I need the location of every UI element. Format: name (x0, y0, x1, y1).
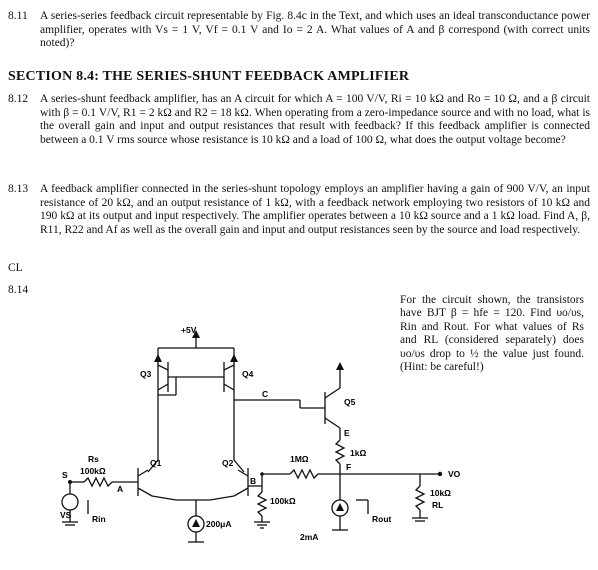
rl-name-label: RL (432, 500, 444, 510)
q5-label: Q5 (344, 397, 356, 407)
node-f-label: F (346, 462, 352, 472)
rb-value-label: 100kΩ (270, 496, 296, 506)
problem-number: 8.13 (8, 183, 29, 195)
q4-label: Q4 (242, 369, 254, 379)
i-out-label: 2mA (300, 532, 319, 542)
problem-text: A series-shunt feedback amplifier, has an A circuit for which A = 100 V/V, Ri = 10 kΩ and Ro = 10 Ω, and a β circuit with β = 0.1 V/V, R1 = 2 kΩ and R2 = 18 kΩ. When operating from a zero-impedance source and with no load, what is the overall gain and input and output resistances that result with feedback? If this feedback amplifier is connected between a 0.1 V rms source whose resistance is 10 kΩ and a load of 100 Ω, what does the output voltage become? (40, 93, 590, 146)
q2-label: Q2 (222, 458, 234, 468)
rin-label: Rin (92, 514, 106, 524)
node-s-label: S (62, 470, 68, 480)
problem-number: 8.11 (8, 10, 28, 22)
problem-text: A series-series feedback circuit representable by Fig. 8.4c in the Text, and which uses an ideal transconductance power amplifier, operates with Vs = 1 V, Vf = 0.1 V and Io = 2 A. What values of A and β correspond (with correct units noted)? (40, 10, 590, 50)
cl-tag: CL (8, 262, 23, 274)
vo-label: VO (448, 469, 461, 479)
problem-number: 8.14 (8, 284, 29, 296)
q3-label: Q3 (140, 369, 152, 379)
node-e-label: E (344, 428, 350, 438)
rf-value-label: 1MΩ (290, 454, 309, 464)
rl-value-label: 10kΩ (430, 488, 451, 498)
q1-label: Q1 (150, 458, 162, 468)
rs-name-label: Rs (88, 454, 99, 464)
re-value-label: 1kΩ (350, 448, 367, 458)
node-b-label: B (250, 476, 257, 486)
vs-label: VS (60, 510, 72, 520)
node-c-label: C (262, 389, 269, 399)
supply-label: +5V (181, 325, 197, 335)
section-title: SECTION 8.4: THE SERIES-SHUNT FEEDBACK AMPLIFIER (8, 69, 410, 84)
problem-8-14-text: For the circuit shown, the transistors have BJT β = hfe = 120. Find υo/υs, Rin and Rout. For what values of Rs and RL (considered separately) does υo/υs drop to ½ the value just found. (Hint: be careful!) (400, 294, 584, 374)
i-tail-label: 200μA (206, 519, 232, 529)
problem-number: 8.12 (8, 93, 29, 105)
rs-value-label: 100kΩ (80, 466, 106, 476)
problem-text: A feedback amplifier connected in the series-shunt topology employs an amplifier having a gain of 900 V/V, an input resistance of 20 kΩ, and an output resistance of 1 kΩ, with a feedback network employing two resistors of 10 kΩ and 190 kΩ at its output and input respectively. The amplifier operates between a 10 kΩ source and a 1 kΩ load. Find A, β, R11, R22 and Af as well as the overall gain and input and output resistances seen by the source and load respectively. (40, 183, 590, 236)
rout-label: Rout (372, 514, 392, 524)
node-a-label: A (117, 484, 124, 494)
